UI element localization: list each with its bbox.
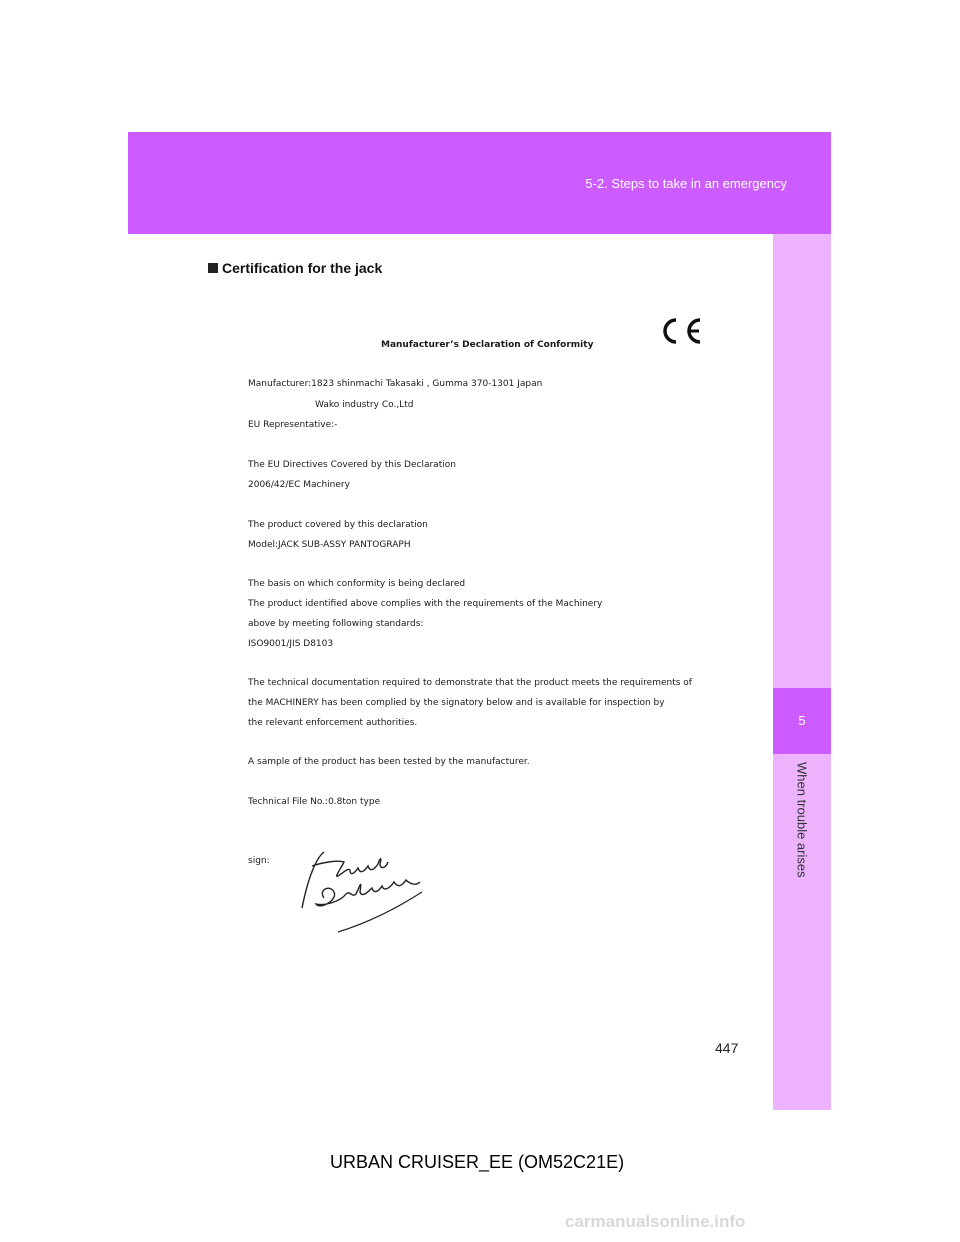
basis-heading: The basis on which conformity is being declared bbox=[248, 579, 466, 589]
standards-line: ISO9001/JIS D8103 bbox=[248, 639, 334, 649]
tech-doc-line-1: The technical documentation required to demonstrate that the product meets the requirements of bbox=[248, 678, 692, 688]
basis-line-2: above by meeting following standards: bbox=[248, 619, 424, 629]
signature-image bbox=[294, 848, 434, 938]
company-name: Wako industry Co.,Ltd bbox=[315, 400, 414, 410]
ce-mark-icon bbox=[656, 316, 704, 346]
section-heading-text: Certification for the jack bbox=[222, 260, 383, 276]
page-number: 447 bbox=[715, 1040, 739, 1056]
square-bullet-icon bbox=[208, 263, 218, 273]
sign-label: sign: bbox=[248, 856, 270, 866]
model-line: Model:JACK SUB-ASSY PANTOGRAPH bbox=[248, 540, 411, 550]
header-band bbox=[128, 132, 831, 234]
directive: 2006/42/EC Machinery bbox=[248, 480, 350, 490]
chapter-number: 5 bbox=[773, 688, 831, 754]
watermark-text: carmanualsonline.info bbox=[565, 1212, 746, 1231]
eu-representative: EU Representative:- bbox=[248, 420, 338, 430]
section-heading bbox=[208, 260, 382, 276]
tech-doc-line-3: the relevant enforcement authorities. bbox=[248, 718, 418, 728]
product-heading: The product covered by this declaration bbox=[248, 520, 428, 530]
section-title: 5-2. Steps to take in an emergency bbox=[585, 176, 787, 191]
model-code: URBAN CRUISER_EE (OM52C21E) bbox=[330, 1152, 625, 1172]
tech-doc-line-2: the MACHINERY has been complied by the signatory below and is available for inspection by bbox=[248, 698, 665, 708]
declaration-of-conformity bbox=[248, 300, 728, 950]
manufacturer-line: Manufacturer:1823 shinmachi Takasaki , Gumma 370-1301 Japan bbox=[248, 379, 543, 389]
technical-file-line: Technical File No.:0.8ton type bbox=[248, 797, 381, 807]
sample-line: A sample of the product has been tested by the manufacturer. bbox=[248, 757, 530, 767]
chapter-side-tab bbox=[773, 234, 831, 1110]
declaration-title: Manufacturer’s Declaration of Conformity bbox=[381, 340, 594, 350]
chapter-label: When trouble arises bbox=[794, 762, 810, 878]
basis-line-1: The product identified above complies with the requirements of the Machinery bbox=[248, 599, 603, 609]
directives-heading: The EU Directives Covered by this Declaration bbox=[248, 460, 456, 470]
